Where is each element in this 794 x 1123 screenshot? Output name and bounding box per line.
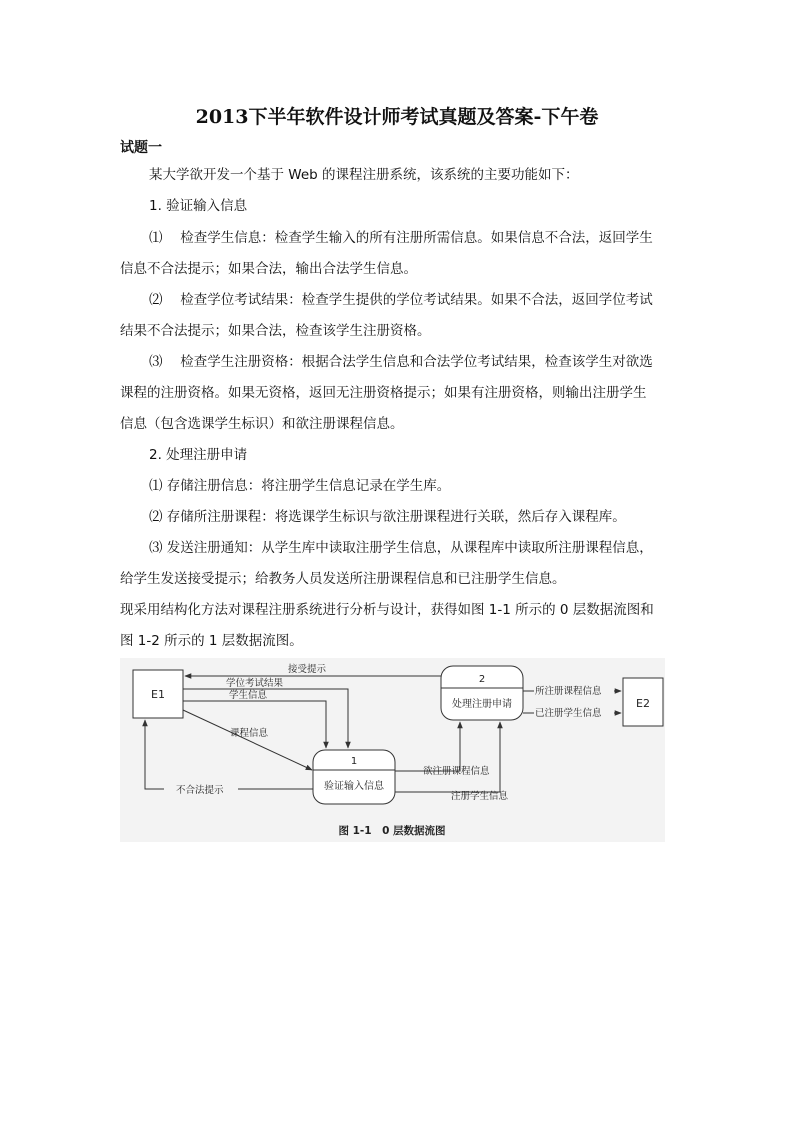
flow-degree-result-label: 学位考试结果 — [226, 678, 284, 689]
closing-line2: 图 1-2 所示的 1 层数据流图。 — [120, 633, 303, 649]
data-flow-diagram — [120, 658, 665, 842]
item1-3-line2: 课程的注册资格。如果无资格，返回无注册资格提示；如果有注册资格，则输出注册学生 — [120, 385, 647, 401]
item1-1-line1: ⑴ 检查学生信息：检查学生输入的所有注册所需信息。如果信息不合法，返回学生 — [149, 230, 653, 246]
item2-3-line2: 给学生发送接受提示；给教务人员发送所注册课程信息和已注册学生信息。 — [120, 571, 566, 587]
process-2-name: 处理注册申请 — [452, 699, 512, 710]
flow-illegal-label: 不合法提示 — [176, 785, 224, 796]
flow-student-info-label: 学生信息 — [229, 690, 268, 701]
item2-title: 2. 处理注册申请 — [149, 447, 248, 463]
document-title: 2013下半年软件设计师考试真题及答案-下午卷 — [195, 106, 599, 128]
item1-2-line1: ⑵ 检查学位考试结果：检查学生提供的学位考试结果。如果不合法，返回学位考试 — [149, 292, 653, 308]
item1-title: 1. 验证输入信息 — [149, 198, 248, 214]
intro-paragraph: 某大学欲开发一个基于 Web 的课程注册系统，该系统的主要功能如下： — [149, 167, 579, 183]
item1-3-line1: ⑶ 检查学生注册资格：根据合法学生信息和合法学位考试结果，检查该学生对欲选 — [149, 354, 653, 370]
item1-1-line2: 信息不合法提示；如果合法，输出合法学生信息。 — [120, 261, 417, 277]
item1-3-line3: 信息（包含选课学生标识）和欲注册课程信息。 — [120, 416, 404, 432]
process-1-name: 验证输入信息 — [324, 781, 384, 792]
flow-enrolled-student-label: 已注册学生信息 — [535, 708, 602, 719]
item2-1: ⑴ 存储注册信息：将注册学生信息记录在学生库。 — [149, 478, 451, 494]
flow-registered-student-label: 注册学生信息 — [451, 791, 509, 802]
data-flow-diagram-figure — [120, 658, 665, 842]
section-heading: 试题一 — [120, 140, 162, 156]
flow-desired-course-label: 欲注册课程信息 — [423, 766, 490, 777]
process-2-number: 2 — [478, 674, 486, 685]
item2-2: ⑵ 存储所注册课程：将选课学生标识与欲注册课程进行关联，然后存入课程库。 — [149, 509, 626, 525]
entity-e1-label: E1 — [151, 688, 165, 701]
item1-2-line2: 结果不合法提示；如果合法，检查该学生注册资格。 — [120, 323, 431, 339]
process-1-number: 1 — [350, 756, 358, 767]
flow-course-info-label: 课程信息 — [230, 728, 269, 739]
entity-e2-label: E2 — [636, 697, 650, 710]
flow-registered-course-label: 所注册课程信息 — [535, 686, 602, 697]
figure-caption: 图 1-1 0 层数据流图 — [338, 825, 446, 837]
item2-3-line1: ⑶ 发送注册通知：从学生库中读取注册学生信息，从课程库中读取所注册课程信息， — [149, 540, 653, 556]
closing-line1: 现采用结构化方法对课程注册系统进行分析与设计，获得如图 1-1 所示的 0 层数据流图和 — [120, 602, 654, 618]
flow-accept-label: 接受提示 — [288, 664, 327, 675]
